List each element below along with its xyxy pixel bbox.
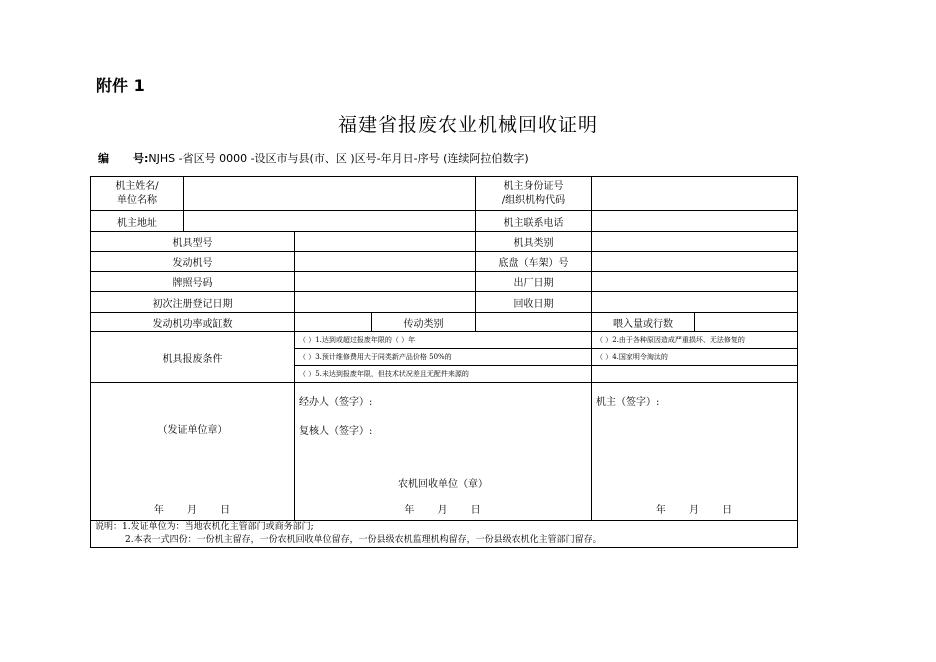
engine-no-field[interactable] [295, 252, 476, 272]
note-2: 2.本表一式四份：一份机主留存，一份农机回收单位留存，一份县级农机监理机构留存，一份县级农机化主管部门留存。 [125, 535, 602, 545]
issuer-date: 年 月 日 [153, 505, 232, 516]
factory-date-field[interactable] [592, 272, 798, 292]
transmission-field[interactable] [476, 313, 592, 332]
owner-address-field[interactable] [184, 211, 476, 232]
serial-format: NJHS -省区号 0000 -设区市与县(市、区 )区号-年月日-序号 (连续阿拉伯数字) [148, 152, 529, 165]
issuer-signature-cell[interactable] [91, 383, 295, 521]
owner-date: 年 月 日 [655, 505, 734, 516]
recycler-signature-cell[interactable] [295, 383, 592, 521]
owner-phone-field[interactable] [592, 211, 798, 232]
serial-label-suffix: 号: [133, 152, 149, 165]
first-registration-date-label: 初次注册登记日期 [91, 292, 295, 313]
owner-signature-label: 机主（签字）: [596, 397, 660, 408]
condition-1[interactable]: （ ）1.达到或超过报废年限的（ ）年 [295, 332, 592, 349]
reviewer-signature-label: 复核人（签字）: [299, 426, 373, 437]
condition-4[interactable]: （ ）4.国家明令淘汰的 [592, 349, 798, 366]
scrap-conditions-label: 机具报废条件 [91, 332, 295, 383]
plate-no-field[interactable] [295, 272, 476, 292]
chassis-no-label: 底盘（车架）号 [476, 252, 592, 272]
serial-label: 编 [98, 152, 111, 165]
condition-3[interactable]: （ ）3.预计维修费用大于同类新产品价格 50%的 [295, 349, 592, 366]
factory-date-label: 出厂日期 [476, 272, 592, 292]
owner-id-label: 机主身份证号 /组织机构代码 [476, 177, 592, 211]
recycler-date: 年 月 日 [404, 505, 482, 516]
owner-signature-cell[interactable] [592, 383, 798, 521]
recycler-stamp-label: 农机回收单位（章） [398, 479, 488, 490]
feed-rate-label: 喂入量或行数 [592, 313, 695, 332]
attachment-label: 附件 1 [96, 76, 145, 95]
handler-signature-label: 经办人（签字）: [299, 397, 373, 408]
note-1: 说明：1.发证单位为：当地农机化主管部门或商务部门; [95, 522, 314, 532]
owner-phone-label: 机主联系电话 [476, 211, 592, 232]
certificate-form-table [90, 176, 798, 548]
engine-power-field[interactable] [295, 313, 372, 332]
owner-address-label: 机主地址 [91, 211, 184, 232]
condition-5[interactable]: （ ）5.未达到报废年限，但技术状况差且无配件来源的 [295, 366, 592, 383]
condition-2[interactable]: （ ）2.由于各种原因造成严重损坏、无法修复的 [592, 332, 798, 349]
notes-cell [91, 521, 798, 548]
model-field[interactable] [295, 232, 476, 252]
page-title: 福建省报废农业机械回收证明 [337, 114, 598, 136]
recycle-date-field[interactable] [592, 292, 798, 313]
issuer-stamp-label: （发证单位章） [157, 425, 228, 436]
serial-number-line [98, 150, 529, 166]
owner-name-field[interactable] [184, 177, 476, 211]
model-label: 机具型号 [91, 232, 295, 252]
first-registration-date-field[interactable] [295, 292, 476, 313]
engine-power-label: 发动机功率或缸数 [91, 313, 295, 332]
category-label: 机具类别 [476, 232, 592, 252]
owner-id-field[interactable] [592, 177, 798, 211]
recycle-date-label: 回收日期 [476, 292, 592, 313]
feed-rate-field[interactable] [695, 313, 798, 332]
plate-no-label: 牌照号码 [91, 272, 295, 292]
category-field[interactable] [592, 232, 798, 252]
chassis-no-field[interactable] [592, 252, 798, 272]
transmission-label: 传动类别 [372, 313, 476, 332]
condition-empty-cell [592, 366, 798, 383]
owner-name-label: 机主姓名/ 单位名称 [91, 177, 184, 211]
engine-no-label: 发动机号 [91, 252, 295, 272]
